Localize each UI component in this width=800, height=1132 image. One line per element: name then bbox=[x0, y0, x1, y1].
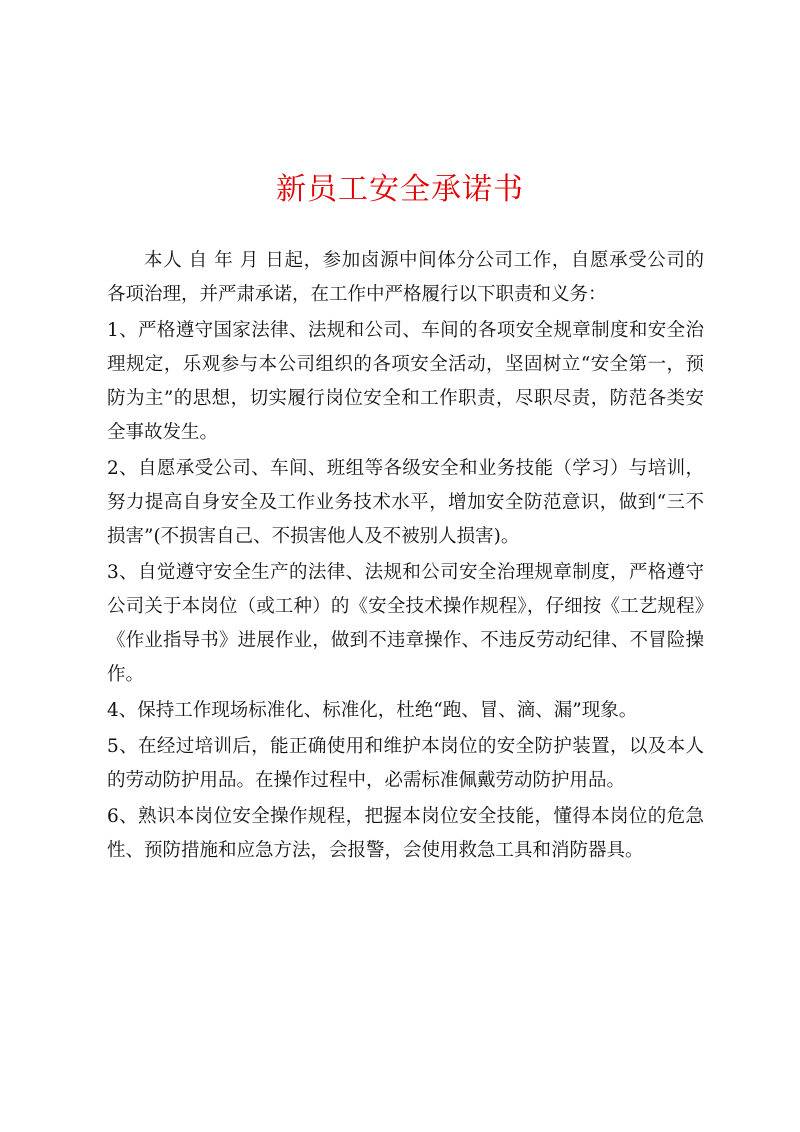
clause-4: 4、保持工作现场标准化、标准化，杜绝“跑、冒、滴、漏”现象。 bbox=[107, 700, 638, 721]
document-body bbox=[107, 244, 704, 870]
clause-6: 6、熟识本岗位安全操作规程，把握本岗位安全技能，懂得本岗位的危急性、预防措施和应急方法，会报警，会使用救急工具和消防器具。 bbox=[107, 806, 704, 861]
clause-5: 5、在经过培训后，能正确使用和维护本岗位的安全防护装置，以及本人的劳动防护用品。在操作过程中，必需标准佩戴劳动防护用品。 bbox=[107, 736, 704, 791]
clause-1: 1、严格遵守国家法律、法规和公司、车间的各项安全规章制度和安全治理规定，乐观参与本公司组织的各项安全活动，坚固树立“安全第一，预防为主”的思想，切实履行岗位安全和工作职责，尽职尽责，防范各类安全事故发生。 bbox=[107, 320, 704, 443]
clause-2: 2、自愿承受公司、车间、班组等各级安全和业务技能（学习）与培训，努力提高自身安全及工作业务技术水平，增加安全防范意识，做到“三不损害”(不损害自己、不损害他人及不被别人损害)。 bbox=[107, 458, 704, 547]
clause-3: 3、自觉遵守安全生产的法律、法规和公司安全治理规章制度，严格遵守公司关于本岗位（或工种）的《安全技术操作规程》，仔细按《工艺规程》《作业指导书》进展作业，做到不违章操作、不违反劳动纪律、不冒险操作。 bbox=[107, 562, 704, 685]
opening-paragraph: 本人 自 年 月 日起，参加卤源中间体分公司工作，自愿承受公司的各项治理，并严肃承诺，在工作中严格履行以下职责和义务： bbox=[107, 250, 704, 305]
document-title: 新员工安全承诺书 bbox=[276, 172, 524, 207]
